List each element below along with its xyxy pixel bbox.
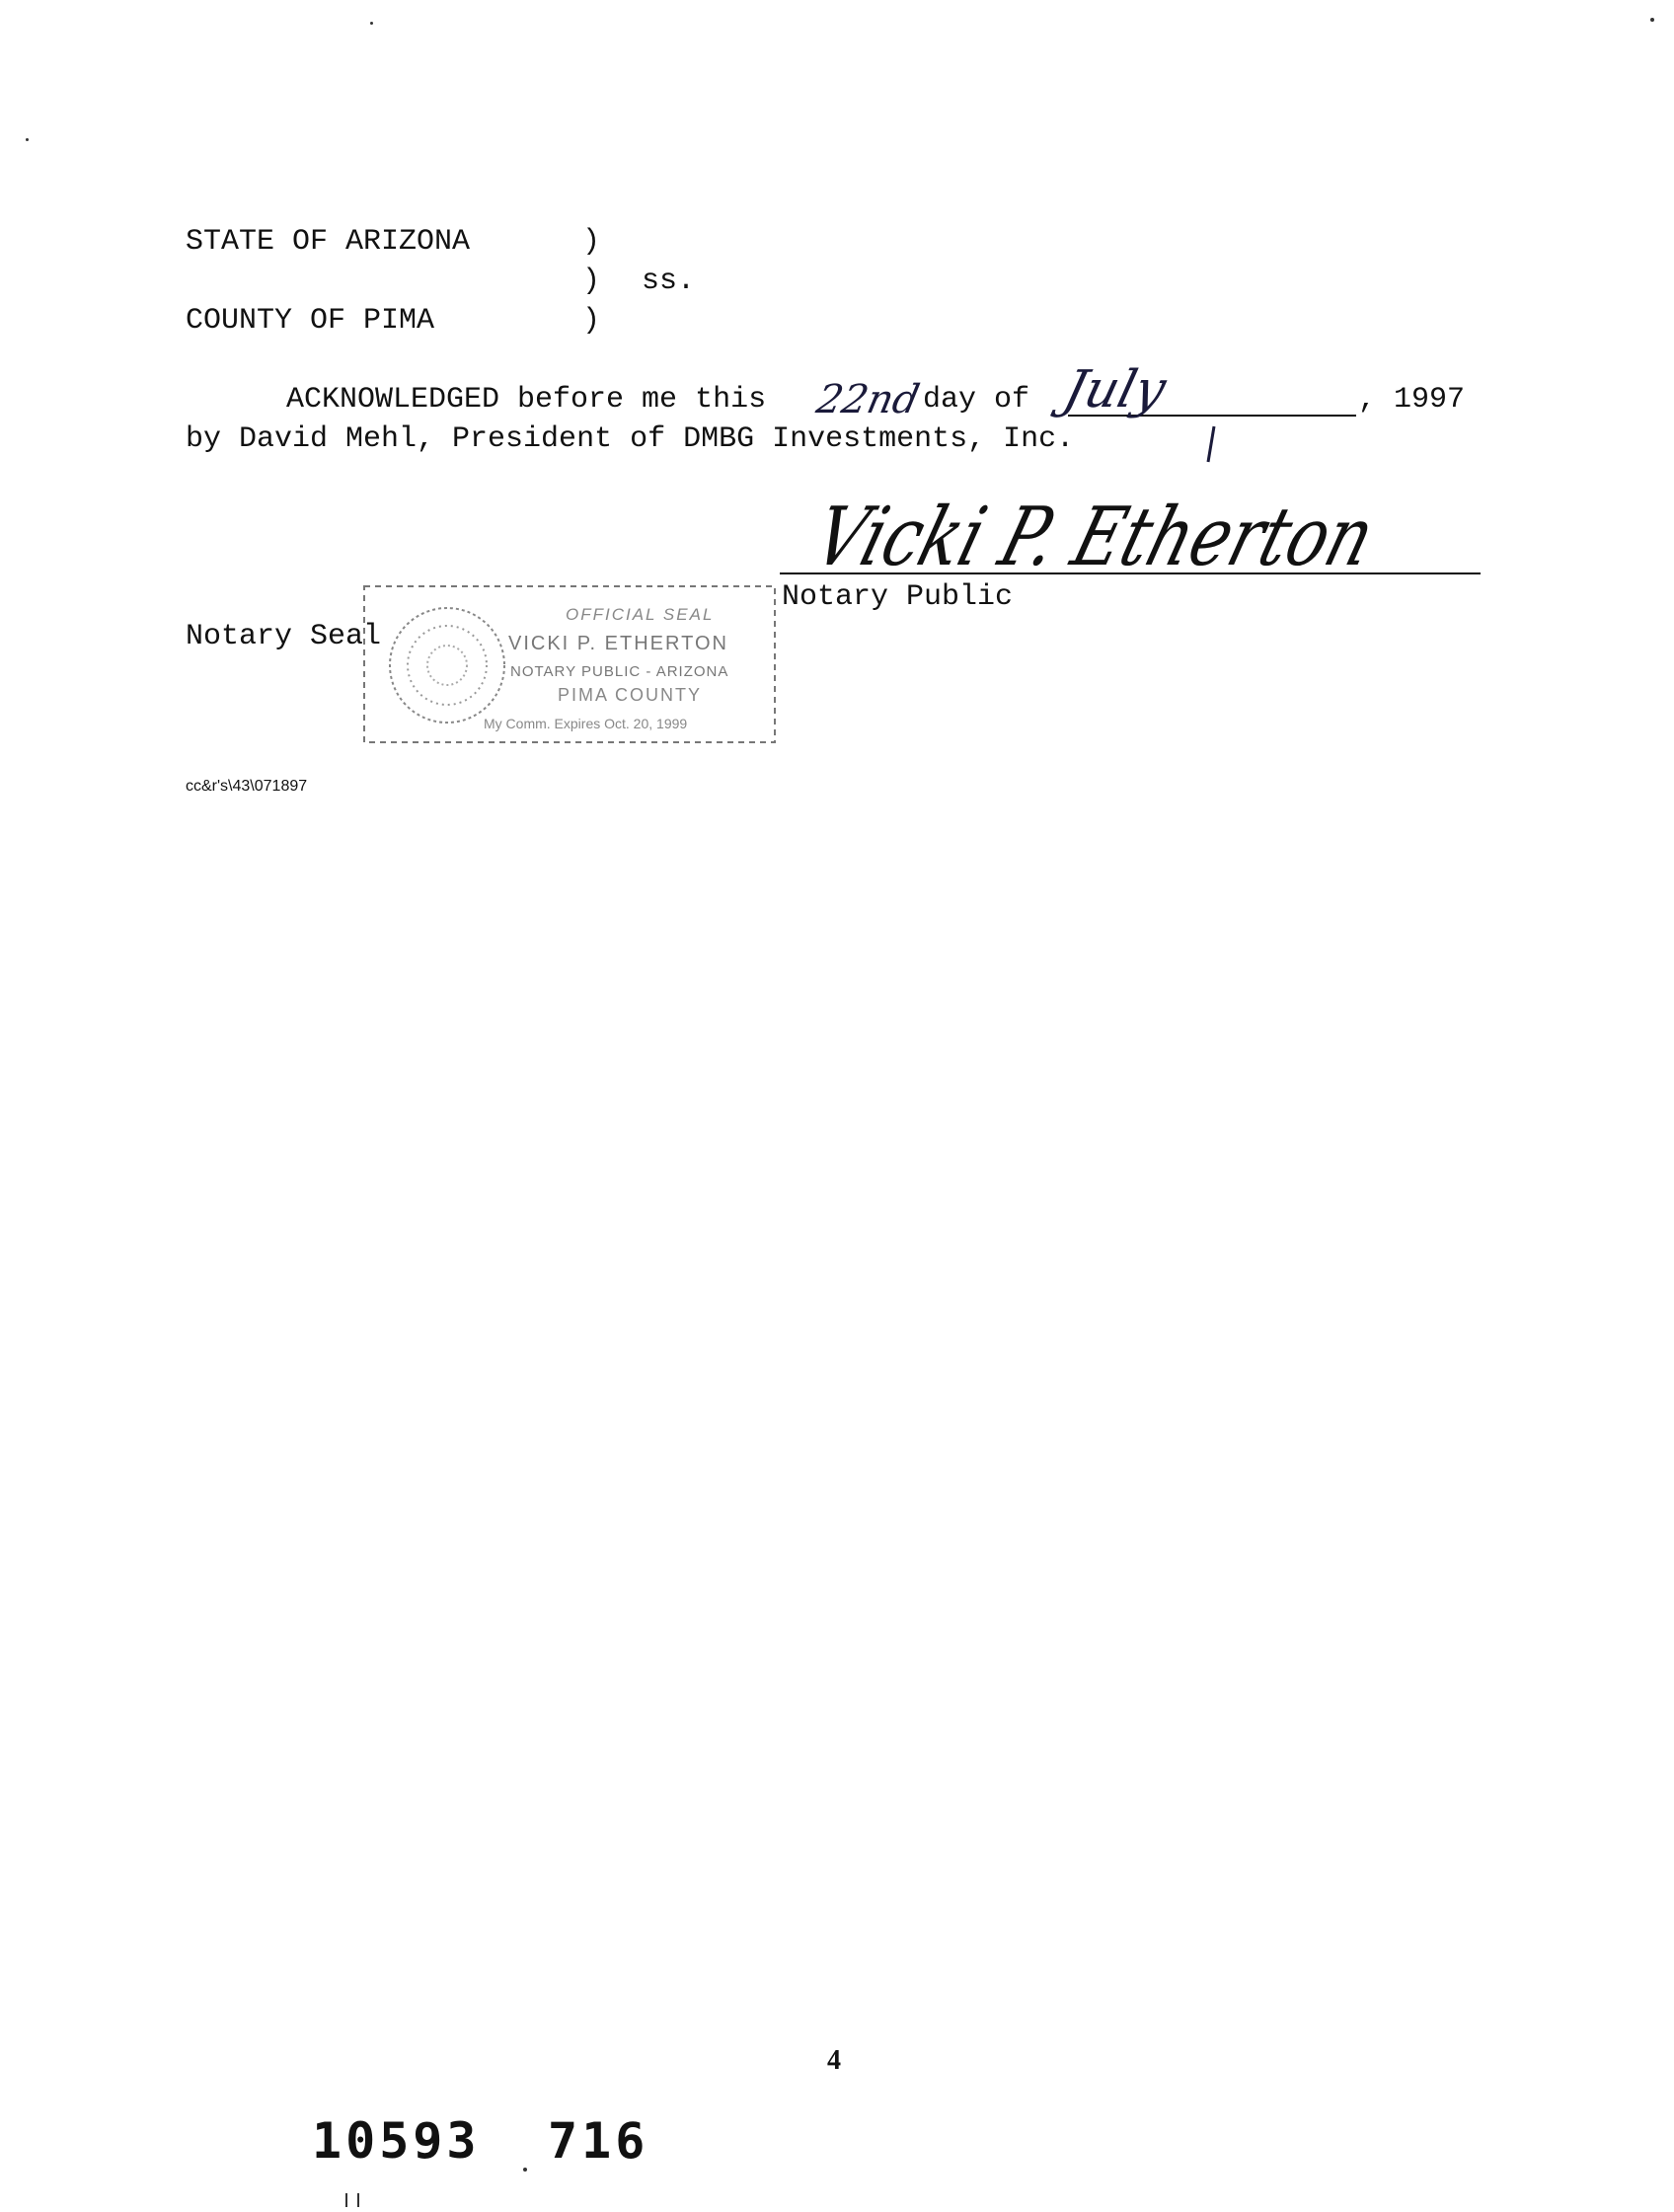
scan-speck bbox=[1650, 18, 1654, 22]
handwritten-day-text: 22nd bbox=[812, 375, 924, 422]
scan-speck bbox=[345, 2193, 347, 2207]
scan-speck bbox=[26, 138, 29, 141]
venue-paren-3: ) bbox=[582, 304, 601, 338]
handwritten-day bbox=[812, 373, 928, 427]
ss-label: ss. bbox=[642, 265, 696, 298]
scan-speck bbox=[370, 22, 373, 25]
venue-paren-2: ) bbox=[582, 265, 601, 298]
seal-line-1: OFFICIAL SEAL bbox=[566, 605, 715, 624]
venue-paren-1: ) bbox=[582, 225, 601, 259]
county-label: COUNTY OF PIMA bbox=[186, 304, 435, 338]
ack-line2: by David Mehl, President of DMBG Investments, Inc. bbox=[186, 422, 1075, 456]
seal-line-5: My Comm. Expires Oct. 20, 1999 bbox=[484, 716, 688, 731]
file-reference: cc&r's\43\071897 bbox=[186, 778, 308, 795]
recording-docket: 10593 bbox=[312, 2112, 481, 2170]
seal-line-4: PIMA COUNTY bbox=[558, 685, 703, 705]
recording-page: 716 bbox=[548, 2112, 649, 2170]
notary-signature-text: Vicki P. Etherton bbox=[804, 489, 1514, 584]
page-number: 4 bbox=[827, 2045, 841, 2076]
notary-seal-stamp bbox=[360, 580, 780, 748]
state-label: STATE OF ARIZONA bbox=[186, 225, 471, 259]
seal-line-3: NOTARY PUBLIC - ARIZONA bbox=[510, 663, 729, 680]
mark-slash bbox=[1206, 426, 1216, 462]
handwritten-month-text: July bbox=[1057, 359, 1173, 420]
ack-prefix: ACKNOWLEDGED before me this bbox=[286, 383, 767, 417]
notary-seal-label: Notary Seal bbox=[186, 620, 382, 653]
handwritten-month bbox=[1057, 355, 1246, 429]
scan-speck bbox=[357, 2193, 359, 2207]
ack-year: , 1997 bbox=[1358, 383, 1466, 417]
notary-public-label: Notary Public bbox=[782, 580, 1014, 614]
scan-speck bbox=[523, 2168, 527, 2172]
seal-line-2: VICKI P. ETHERTON bbox=[508, 633, 728, 654]
ack-day-of: day of bbox=[923, 383, 1030, 417]
